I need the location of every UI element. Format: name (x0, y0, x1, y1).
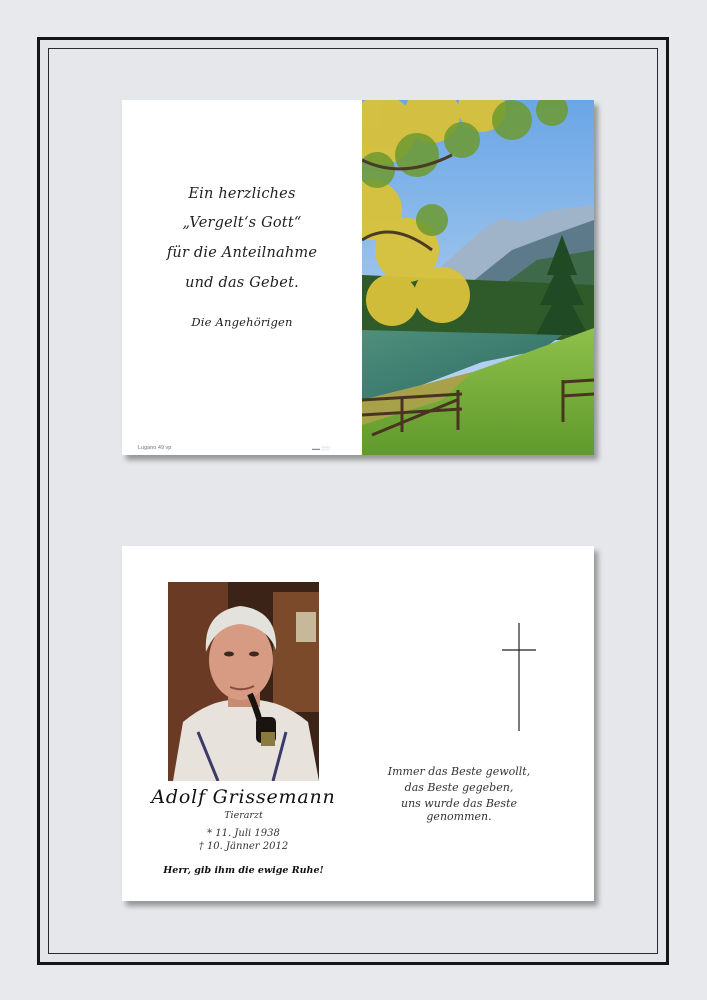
landscape-photo (362, 100, 594, 455)
quote-line-2: das Beste gegeben, (404, 781, 514, 794)
portrait-photo (168, 582, 319, 781)
card-maker-logo: ▬▬ ░░░ (312, 446, 330, 451)
thanks-line-3: für die Anteilnahme (166, 245, 318, 261)
signoff: Die Angehörigen (191, 315, 293, 329)
card-code: Lugano 49 vp (138, 445, 172, 451)
thank-you-card (122, 100, 594, 455)
thank-you-text-panel (122, 100, 362, 455)
prayer-line: Herr, gib ihm die ewige Ruhe! (163, 865, 324, 876)
memorial-card (122, 546, 594, 901)
outer-frame (37, 37, 669, 965)
deceased-name: Adolf Grissemann (151, 786, 336, 808)
quote-line-3: uns wurde das Beste genommen. (400, 797, 518, 823)
thanks-line-2: „Vergelt‘s Gott“ (182, 215, 302, 231)
thanks-line-1: Ein herzliches (188, 186, 296, 202)
death-date: † 10. Jänner 2012 (198, 841, 289, 852)
thanks-line-4: und das Gebet. (185, 275, 299, 291)
inner-frame (48, 48, 658, 954)
quote-line-1: Immer das Beste gewollt, (387, 765, 531, 778)
cross-icon (502, 623, 536, 731)
profession: Tierarzt (224, 810, 263, 821)
birth-date: * 11. Juli 1938 (207, 828, 280, 839)
